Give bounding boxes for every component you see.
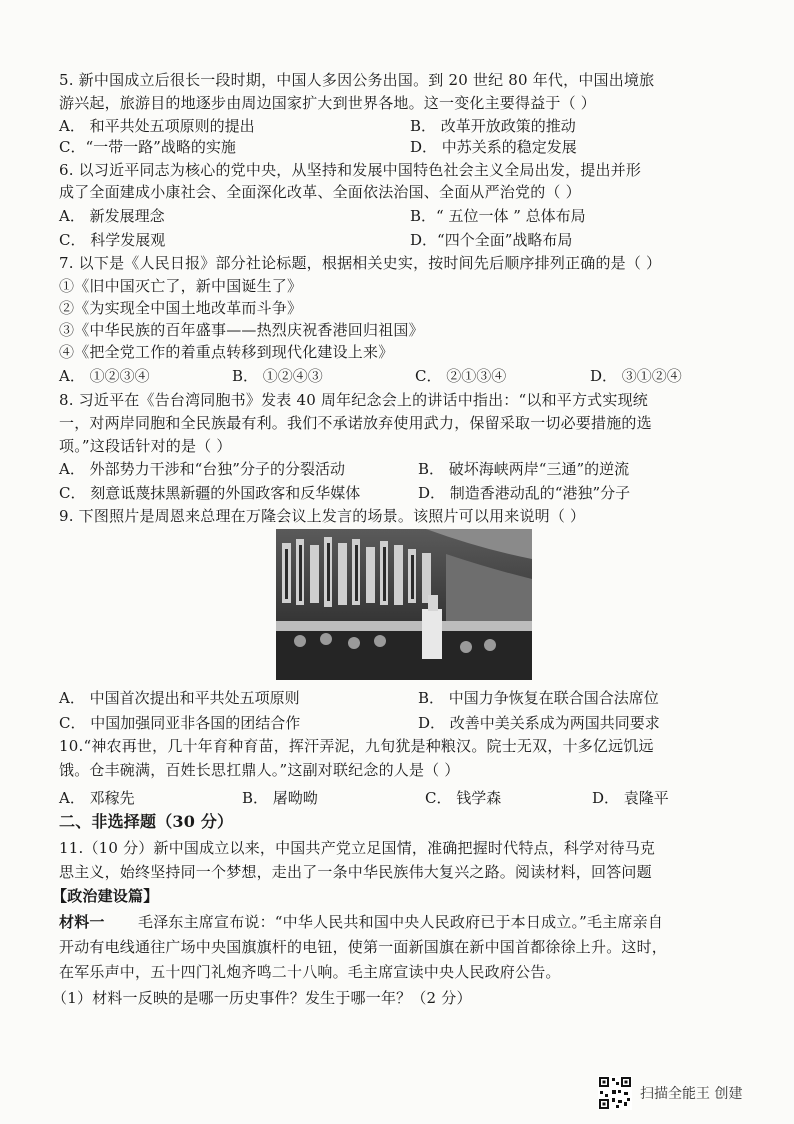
q8-option-c: C． 刻意诋蔑抹黑新疆的外国政客和反华媒体 [59, 484, 361, 502]
q9-option-d: D． 改善中美关系成为两国共同要求 [418, 714, 660, 732]
q8-option-d: D． 制造香港动乱的“港独”分子 [418, 484, 631, 502]
q9-stem: 9. 下图照片是周恩来总理在万隆会议上发言的场景。该照片可以用来说明（ ） [59, 507, 586, 525]
q10-option-c: C． 钱学森 [425, 789, 502, 807]
q10-stem-line1: 10.“神农再世，几十年育种育苗，挥汗弄泥，九旬犹是种粮汉。院士无双，十多亿远饥远 [59, 737, 654, 755]
q7-item-2: ②《为实现全中国土地改革而斗争》 [59, 299, 303, 317]
q9-option-c: C． 中国加强同亚非各国的团结合作 [59, 714, 301, 732]
q8-option-b: B． 破坏海峡两岸“三通”的逆流 [418, 460, 630, 478]
q5-option-c: C．“一带一路”战略的实施 [59, 138, 236, 156]
political-construction-heading: 【政治建设篇】 [52, 887, 159, 905]
q10-option-b: B． 屠呦呦 [242, 789, 318, 807]
q8-stem-line1: 8. 习近平在《告台湾同胞书》发表 40 周年纪念会上的讲话中指出：“以和平方式实现统 [59, 391, 648, 409]
q8-stem-line3: 项。”这段话针对的是（ ） [59, 437, 232, 455]
material-1-label: 材料一 [59, 913, 105, 931]
q7-option-b: B． ①②④③ [232, 367, 323, 385]
scanner-watermark [598, 1075, 742, 1111]
q6-option-a: A． 新发展理念 [59, 207, 165, 225]
q7-stem: 7. 以下是《人民日报》部分社论标题，根据相关史实，按时间先后顺序排列正确的是（ ） [59, 254, 662, 272]
q10-stem-line2: 饿。仓丰碗满，百姓长思扛鼎人。”这副对联纪念的人是（ ） [59, 761, 460, 779]
material-1-line2: 开动有电线通往广场中央国旗旗杆的电钮，使第一面新国旗在新中国首都徐徐上升。这时， [59, 938, 668, 956]
q6-stem-line2: 成了全面建成小康社会、全面深化改革、全面依法治国、全面从严治党的（ ） [59, 183, 581, 201]
q7-item-4: ④《把全党工作的着重点转移到现代化建设上来》 [59, 343, 394, 361]
material-1-line1: 毛泽东主席宣布说：“中华人民共和国中央人民政府已于本日成立。”毛主席亲自 [138, 913, 664, 931]
photo-illustration [276, 529, 532, 680]
q11-stem-line1: 11.（10 分）新中国成立以来，中国共产党立足国情，准确把握时代特点，科学对待马克 [59, 839, 656, 857]
q5-stem-line1: 5. 新中国成立后很长一段时期，中国人多因公务出国。到 20 世纪 80 年代，中国出境旅 [59, 71, 655, 89]
q7-option-a: A． ①②③④ [59, 367, 150, 385]
q7-option-c: C． ②①③④ [415, 367, 507, 385]
q6-stem-line1: 6. 以习近平同志为核心的党中央，从坚持和发展中国特色社会主义全局出发，提出并形 [59, 161, 642, 179]
q5-option-d: D． 中苏关系的稳定发展 [410, 138, 577, 156]
q8-option-a: A． 外部势力干涉和“台独”分子的分裂活动 [59, 460, 345, 478]
q7-item-3: ③《中华民族的百年盛事——热烈庆祝香港回归祖国》 [59, 321, 424, 339]
q8-stem-line2: 一，对两岸同胞和全民族最有利。我们不承诺放弃使用武力，保留采取一切必要措施的选 [59, 414, 652, 432]
q10-option-d: D． 袁隆平 [592, 789, 669, 807]
q10-option-a: A． 邓稼先 [59, 789, 135, 807]
q9-option-a: A． 中国首次提出和平共处五项原则 [59, 689, 300, 707]
q5-option-b: B． 改革开放政策的推动 [410, 117, 576, 135]
q9-option-b: B． 中国力争恢复在联合国合法席位 [418, 689, 659, 707]
scanner-app-label: 扫描全能王 创建 [640, 1086, 743, 1102]
sub-question-1: （1）材料一反映的是哪一历史事件？发生于哪一年？（2 分） [52, 989, 472, 1007]
q6-option-c: C． 科学发展观 [59, 231, 166, 249]
material-1-line3: 在军乐声中，五十四门礼炮齐鸣二十八响。毛主席宣读中央人民政府公告。 [59, 963, 561, 981]
q6-option-b: B．“ 五位一体 ” 总体布局 [410, 207, 586, 225]
bandung-conference-photo [276, 529, 532, 680]
section-2-heading: 二、非选择题（30 分） [59, 812, 234, 831]
q6-option-d: D．“四个全面”战略布局 [410, 231, 573, 249]
q11-stem-line2: 思主义，始终坚持同一个梦想，走出了一条中华民族伟大复兴之路。阅读材料，回答问题 [59, 863, 652, 881]
q7-item-1: ①《旧中国灭亡了，新中国诞生了》 [59, 277, 303, 295]
q5-option-a: A． 和平共处五项原则的提出 [59, 117, 255, 135]
q7-option-d: D． ③①②④ [590, 367, 682, 385]
q5-stem-line2: 游兴起，旅游目的地逐步由周边国家扩大到世界各地。这一变化主要得益于（ ） [59, 94, 596, 112]
qr-code-icon [598, 1076, 632, 1110]
